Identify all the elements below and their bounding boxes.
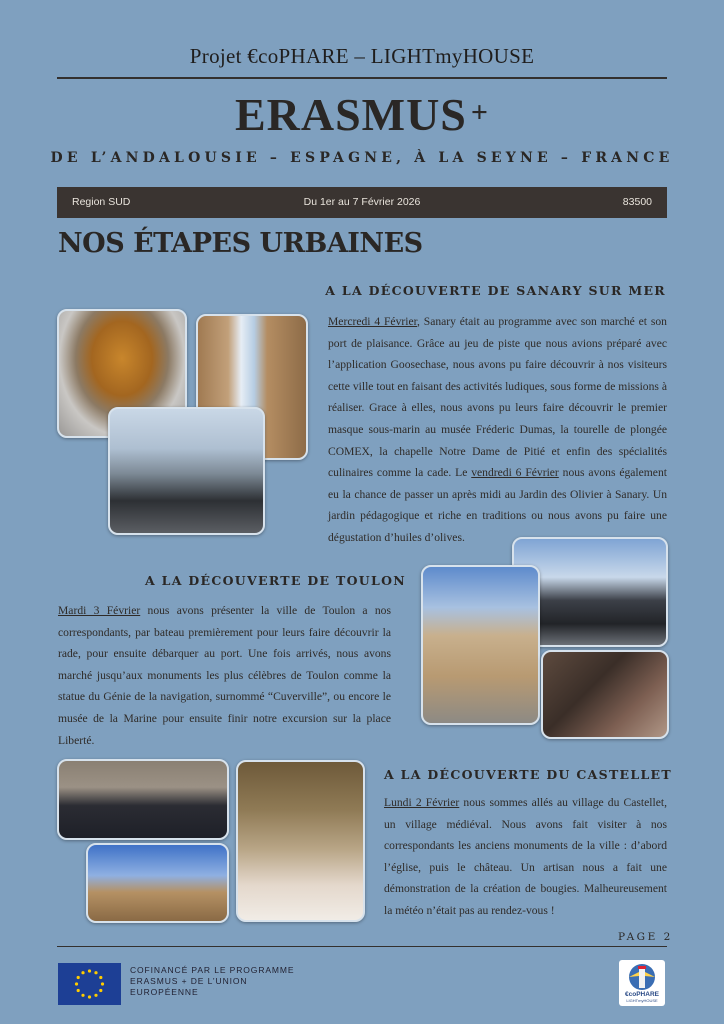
info-bar: [57, 187, 667, 218]
subtitle: DE L’ANDALOUSIE – ESPAGNE, À LA SEYNE – FRANCE: [50, 150, 674, 166]
sanary-group-photo: [108, 407, 265, 535]
date-range: Du 1er au 7 Février 2026: [303, 196, 421, 208]
page-number: PAGE 2: [618, 931, 673, 943]
sanary-date-1: Mercredi 4 Février: [328, 315, 417, 328]
cofinance-line-2: ERASMUS + DE L’UNION: [130, 976, 248, 986]
eu-flag-icon: [58, 963, 121, 1005]
sanary-text: [328, 311, 667, 549]
ecophare-logo: [619, 960, 665, 1006]
castellet-text-body: nous sommes allés au village du Castellet, un village médiéval. Nous avons fait visiter à nos correspondants les anciens monuments de la ville : d’abord l’église, puis le château. Un artisan nous a fait une démonstration de la création de bougies. Malheureusement la météo n’était pas au rendez-vous !: [384, 796, 667, 917]
sanary-text-2: nous avons également eu la chance de passer un après midi au Jardin des Olivier à Sanary. Un jardin pédagogique et riche en traditions ou nous avons pu faire une dégustation d’huiles d’olives.: [328, 466, 667, 544]
sanary-heading: A LA DÉCOUVERTE DE SANARY SUR MER: [325, 283, 666, 298]
candle-shop-photo: [236, 760, 365, 922]
project-title: Projet €coPHARE – LIGHTmyHOUSE: [189, 44, 535, 68]
main-title-text: ERASMUS: [234, 89, 467, 140]
main-title: [0, 88, 724, 141]
cofinance-line-3: EUROPÉENNE: [130, 987, 199, 997]
main-title-plus: +: [470, 96, 490, 129]
postcode: 83500: [622, 196, 652, 208]
region-label: Region SUD: [72, 196, 131, 208]
boat-interior-photo: [541, 650, 669, 739]
castellet-date: Lundi 2 Février: [384, 796, 460, 809]
section-title: NOS ÉTAPES URBAINES: [58, 228, 423, 259]
castellet-text: [384, 792, 667, 922]
cofinance-line-1: COFINANCÉ PAR LE PROGRAMME: [130, 965, 295, 975]
toulon-text: [58, 600, 391, 751]
logo-text-bottom: LIGHTmyHOUSE: [626, 998, 658, 1003]
toulon-building-photo: [421, 565, 540, 725]
castellet-heading: A LA DÉCOUVERTE DU CASTELLET: [384, 767, 672, 782]
cofinance-label: [130, 965, 294, 998]
logo-text-top: €coPHARE: [625, 991, 659, 998]
toulon-heading: A LA DÉCOUVERTE DE TOULON: [145, 573, 406, 588]
toulon-date: Mardi 3 Février: [58, 604, 141, 617]
sanary-date-2: vendredi 6 Février: [471, 466, 559, 480]
castle-photo: [86, 843, 229, 923]
toulon-text-body: nous avons présenter la ville de Toulon a nos correspondants, par bateau premièrement pour leurs faire découvrir la rade, pour ensuite débarquer au port. Une fois arrivés, nous avons marché jusqu’aux monuments les plus célèbres de Toulon comme la statue du Génie de la navigation, surnommé “Cuverville”, ou encore le musée de la Marine pour ensuite finir notre excursion sur la place Liberté.: [58, 604, 391, 747]
footer-divider: [57, 946, 667, 947]
sanary-text-1: , Sanary était au programme avec son marché et son port de plaisance. Grâce au jeu de piste que nous avions préparé avec l’application Goosechase, nous avons pu faire découvrir à nos visiteurs cette ville tout en faisant des activités ludiques, sous forme de missions à réaliser. Grace à elles, nous avons pu leurs faire découvrir le premier masque sous-marin au musée Fréderic Dumas, la tourelle de plongée COMEX, la chapelle Notre Dame de Pitié et enfin des spécialités culinaires comme la cade. Le: [328, 315, 667, 480]
header-divider: [57, 77, 667, 79]
